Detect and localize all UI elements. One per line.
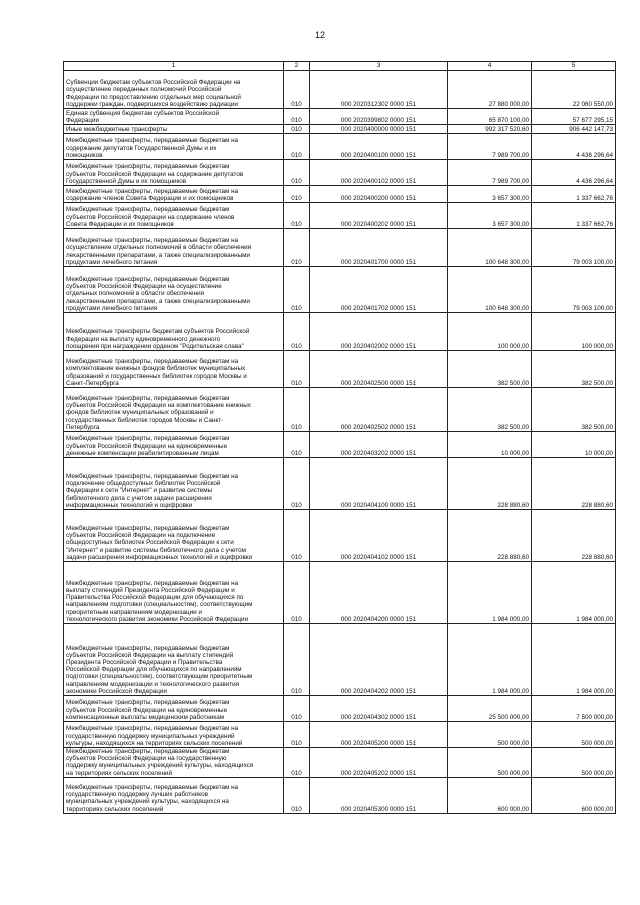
row-executed-amount: 1 337 662,76 [532, 203, 616, 229]
row-executed-amount: 500 000,00 [532, 748, 616, 778]
row-budget-code: 000 2020405202 0000 151 [310, 748, 448, 778]
row-planned-amount: 1 984 000,00 [448, 562, 532, 624]
row-executed-amount: 4 436 296,64 [532, 160, 616, 186]
row-line-code: 010 [284, 510, 310, 562]
table-row [64, 432, 616, 458]
row-description: Межбюджетные трансферты, передаваемые бюджетам субъектов Российской Федерации на подключение общедоступных библиотек Российской Федерации к сети "Интернет" и развитие системы библиотечного дела с учетом задачи расширения информационных технологий и оцифровки [64, 510, 284, 562]
row-line-code: 010 [284, 458, 310, 510]
row-planned-amount: 65 870 100,00 [448, 109, 532, 125]
row-executed-amount: 382 500,00 [532, 351, 616, 388]
row-budget-code: 000 2020402500 0000 151 [310, 351, 448, 388]
row-planned-amount: 100 648 300,00 [448, 229, 532, 267]
table-row [64, 109, 616, 125]
row-description: Межбюджетные трансферты бюджетам субъектов Российской Федерации на выплату единовременного денежного поощрения при награждении орденом "Родительская слава" [64, 313, 284, 351]
row-line-code: 010 [284, 203, 310, 229]
row-description: Межбюджетные трансферты, передаваемые бюджетам на содержание членов Совета Федерации и их помощников [64, 186, 284, 203]
row-planned-amount: 1 984 000,00 [448, 624, 532, 696]
row-line-code: 010 [284, 313, 310, 351]
row-planned-amount: 382 500,00 [448, 351, 532, 388]
table-row [64, 186, 616, 203]
table-row [64, 229, 616, 267]
page-number: 12 [314, 30, 325, 40]
row-budget-code: 000 2020400102 0000 151 [310, 160, 448, 186]
row-budget-code: 000 2020405300 0000 151 [310, 777, 448, 813]
row-budget-code: 000 2020399802 0000 151 [310, 109, 448, 125]
row-line-code: 010 [284, 388, 310, 432]
row-planned-amount: 500 000,00 [448, 722, 532, 748]
row-description: Межбюджетные трансферты, передаваемые бюджетам на выплату стипендий Президента Российской Федерации и Правительства Российской Федерации для обучающихся по направлениям подготовки (специальностям), соответствующим приоритетным направлениям модернизации и технологического развития экономики Российской Федерации [64, 562, 284, 624]
row-executed-amount: 7 500 000,00 [532, 696, 616, 722]
row-planned-amount: 3 657 300,00 [448, 186, 532, 203]
table-row [64, 510, 616, 562]
table-row [64, 134, 616, 160]
row-description: Межбюджетные трансферты, передаваемые бюджетам субъектов Российской Федерации на выплату стипендий Президента Российской Федерации и Правительства Российской Федерации для обучающихся по направлениям подготовки (специальностям), соответствующим приоритетным направлениям модернизации и технологического развития экономики Российской Федерации [64, 624, 284, 696]
row-line-code: 010 [284, 134, 310, 160]
row-description: Межбюджетные трансферты, передаваемые бюджетам субъектов Российской Федерации на комплектование книжных фондов библиотек муниципальных образований и государственных библиотек городов Москвы и Санкт- Петербурга [64, 388, 284, 432]
table-row [64, 458, 616, 510]
row-executed-amount: 79 003 100,00 [532, 229, 616, 267]
table-row [64, 388, 616, 432]
table-row [64, 203, 616, 229]
row-executed-amount: 906 442 147,73 [532, 125, 616, 134]
row-description: Межбюджетные трансферты, передаваемые бюджетам на осуществление отдельных полномочий в области обеспечения лекарственными препаратами, а также специализированными продуктами лечебного питания [64, 229, 284, 267]
column-header: 3 [310, 62, 448, 71]
row-description: Межбюджетные трансферты, передаваемые бюджетам на содержание депутатов Государственной Думы и их помощников [64, 134, 284, 160]
table-row [64, 624, 616, 696]
column-header: 1 [64, 62, 284, 71]
row-budget-code: 000 2020402002 0000 151 [310, 313, 448, 351]
row-budget-code: 000 2020401700 0000 151 [310, 229, 448, 267]
row-budget-code: 000 2020400200 0000 151 [310, 186, 448, 203]
row-planned-amount: 228 880,60 [448, 510, 532, 562]
row-budget-code: 000 2020402502 0000 151 [310, 388, 448, 432]
row-executed-amount: 4 436 296,64 [532, 134, 616, 160]
table-row [64, 722, 616, 748]
table-row [64, 351, 616, 388]
row-budget-code: 000 2020401702 0000 151 [310, 267, 448, 313]
row-planned-amount: 7 989 700,00 [448, 134, 532, 160]
row-description: Межбюджетные трансферты, передаваемые бюджетам субъектов Российской Федерации на содержание депутатов Государственной Думы и их помощников [64, 160, 284, 186]
row-description: Субвенции бюджетам субъектов Российской Федерации на осуществление переданных полномочий Российской Федерации по предоставлению отдельных мер социальной поддержки граждан, подвергшихся воздействию радиации [64, 71, 284, 109]
row-executed-amount: 228 880,60 [532, 510, 616, 562]
row-description: Межбюджетные трансферты, передаваемые бюджетам субъектов Российской Федерации на осуществление отдельных полномочий в области обеспечения лекарственными препаратами, а также специализированными продуктами лечебного питания [64, 267, 284, 313]
row-line-code: 010 [284, 125, 310, 134]
column-header: 4 [448, 62, 532, 71]
row-description: Межбюджетные трансферты, передаваемые бюджетам субъектов Российской Федерации на содержание членов Совета Федерации и их помощников [64, 203, 284, 229]
row-executed-amount: 22 060 550,00 [532, 71, 616, 109]
table-row [64, 160, 616, 186]
row-budget-code: 000 2020403202 0000 151 [310, 432, 448, 458]
row-line-code: 010 [284, 160, 310, 186]
row-description: Межбюджетные трансферты, передаваемые бюджетам субъектов Российской Федерации на единовременные компенсационные выплаты медицинским работникам [64, 696, 284, 722]
row-executed-amount: 600 000,00 [532, 777, 616, 813]
row-line-code: 010 [284, 186, 310, 203]
row-line-code: 010 [284, 777, 310, 813]
table-row [64, 313, 616, 351]
row-line-code: 010 [284, 722, 310, 748]
row-planned-amount: 3 657 300,00 [448, 203, 532, 229]
row-line-code: 010 [284, 696, 310, 722]
header-row [64, 62, 616, 71]
table-row [64, 562, 616, 624]
row-planned-amount: 228 880,60 [448, 458, 532, 510]
row-line-code: 010 [284, 71, 310, 109]
column-header: 2 [284, 62, 310, 71]
row-planned-amount: 27 880 000,00 [448, 71, 532, 109]
row-budget-code: 000 2020405200 0000 151 [310, 722, 448, 748]
row-description: Межбюджетные трансферты, передаваемые бюджетам на государственную поддержку лучших работников муниципальных учреждений культуры, находящихся на территориях сельских поселений [64, 777, 284, 813]
table-row [64, 267, 616, 313]
row-executed-amount: 382 500,00 [532, 388, 616, 432]
row-line-code: 010 [284, 109, 310, 125]
row-planned-amount: 100 648 300,00 [448, 267, 532, 313]
row-planned-amount: 25 500 000,00 [448, 696, 532, 722]
row-planned-amount: 382 500,00 [448, 388, 532, 432]
row-executed-amount: 79 003 100,00 [532, 267, 616, 313]
budget-table [63, 61, 616, 814]
row-description: Межбюджетные трансферты, передаваемые бюджетам на комплектование книжных фондов библиотек муниципальных образований и государственных библиотек городов Москвы и Санкт-Петербурга [64, 351, 284, 388]
table-row [64, 696, 616, 722]
row-budget-code: 000 2020400202 0000 151 [310, 203, 448, 229]
row-line-code: 010 [284, 229, 310, 267]
row-line-code: 010 [284, 624, 310, 696]
row-line-code: 010 [284, 432, 310, 458]
table-row [64, 748, 616, 778]
row-line-code: 010 [284, 562, 310, 624]
row-description: Межбюджетные трансферты, передаваемые бюджетам на подключение общедоступных библиотек Российской Федерации к сети "Интернет" и развитие системы библиотечного дела с учетом задачи расширения информационных технологий и оцифровки [64, 458, 284, 510]
table-row [64, 125, 616, 134]
row-executed-amount: 10 000,00 [532, 432, 616, 458]
row-budget-code: 000 2020404200 0000 151 [310, 562, 448, 624]
row-description: Межбюджетные трансферты, передаваемые бюджетам субъектов Российской Федерации на государственную поддержку муниципальных учреждений культуры, находящихся на территориях сельских поселений [64, 748, 284, 778]
row-budget-code: 000 2020312302 0000 151 [310, 71, 448, 109]
row-budget-code: 000 2020404302 0000 151 [310, 696, 448, 722]
row-executed-amount: 100 000,00 [532, 313, 616, 351]
row-executed-amount: 228 880,60 [532, 458, 616, 510]
column-header: 5 [532, 62, 616, 71]
row-planned-amount: 10 000,00 [448, 432, 532, 458]
row-planned-amount: 500 000,00 [448, 748, 532, 778]
table-row [64, 71, 616, 109]
row-planned-amount: 7 989 700,00 [448, 160, 532, 186]
row-line-code: 010 [284, 267, 310, 313]
row-description: Межбюджетные трансферты, передаваемые бюджетам субъектов Российской Федерации на единовременные денежные компенсации реабилитированным лицам [64, 432, 284, 458]
row-budget-code: 000 2020404100 0000 151 [310, 458, 448, 510]
table-row [64, 777, 616, 813]
row-executed-amount: 1 337 662,76 [532, 186, 616, 203]
row-budget-code: 000 2020400000 0000 151 [310, 125, 448, 134]
row-budget-code: 000 2020400100 0000 151 [310, 134, 448, 160]
row-executed-amount: 1 984 000,00 [532, 624, 616, 696]
row-line-code: 010 [284, 748, 310, 778]
row-planned-amount: 992 317 520,60 [448, 125, 532, 134]
row-planned-amount: 600 000,00 [448, 777, 532, 813]
row-line-code: 010 [284, 351, 310, 388]
row-description: Иные межбюджетные трансферты [64, 125, 284, 134]
row-budget-code: 000 2020404102 0000 151 [310, 510, 448, 562]
row-planned-amount: 100 000,00 [448, 313, 532, 351]
row-executed-amount: 57 677 295,15 [532, 109, 616, 125]
row-description: Единая субвенция бюджетам субъектов Российской Федерации [64, 109, 284, 125]
row-description: Межбюджетные трансферты, передаваемые бюджетам на государственную поддержку муниципальных учреждений культуры, находящихся на территориях сельских поселений [64, 722, 284, 748]
row-executed-amount: 500 000,00 [532, 722, 616, 748]
row-executed-amount: 1 984 000,00 [532, 562, 616, 624]
row-budget-code: 000 2020404202 0000 151 [310, 624, 448, 696]
